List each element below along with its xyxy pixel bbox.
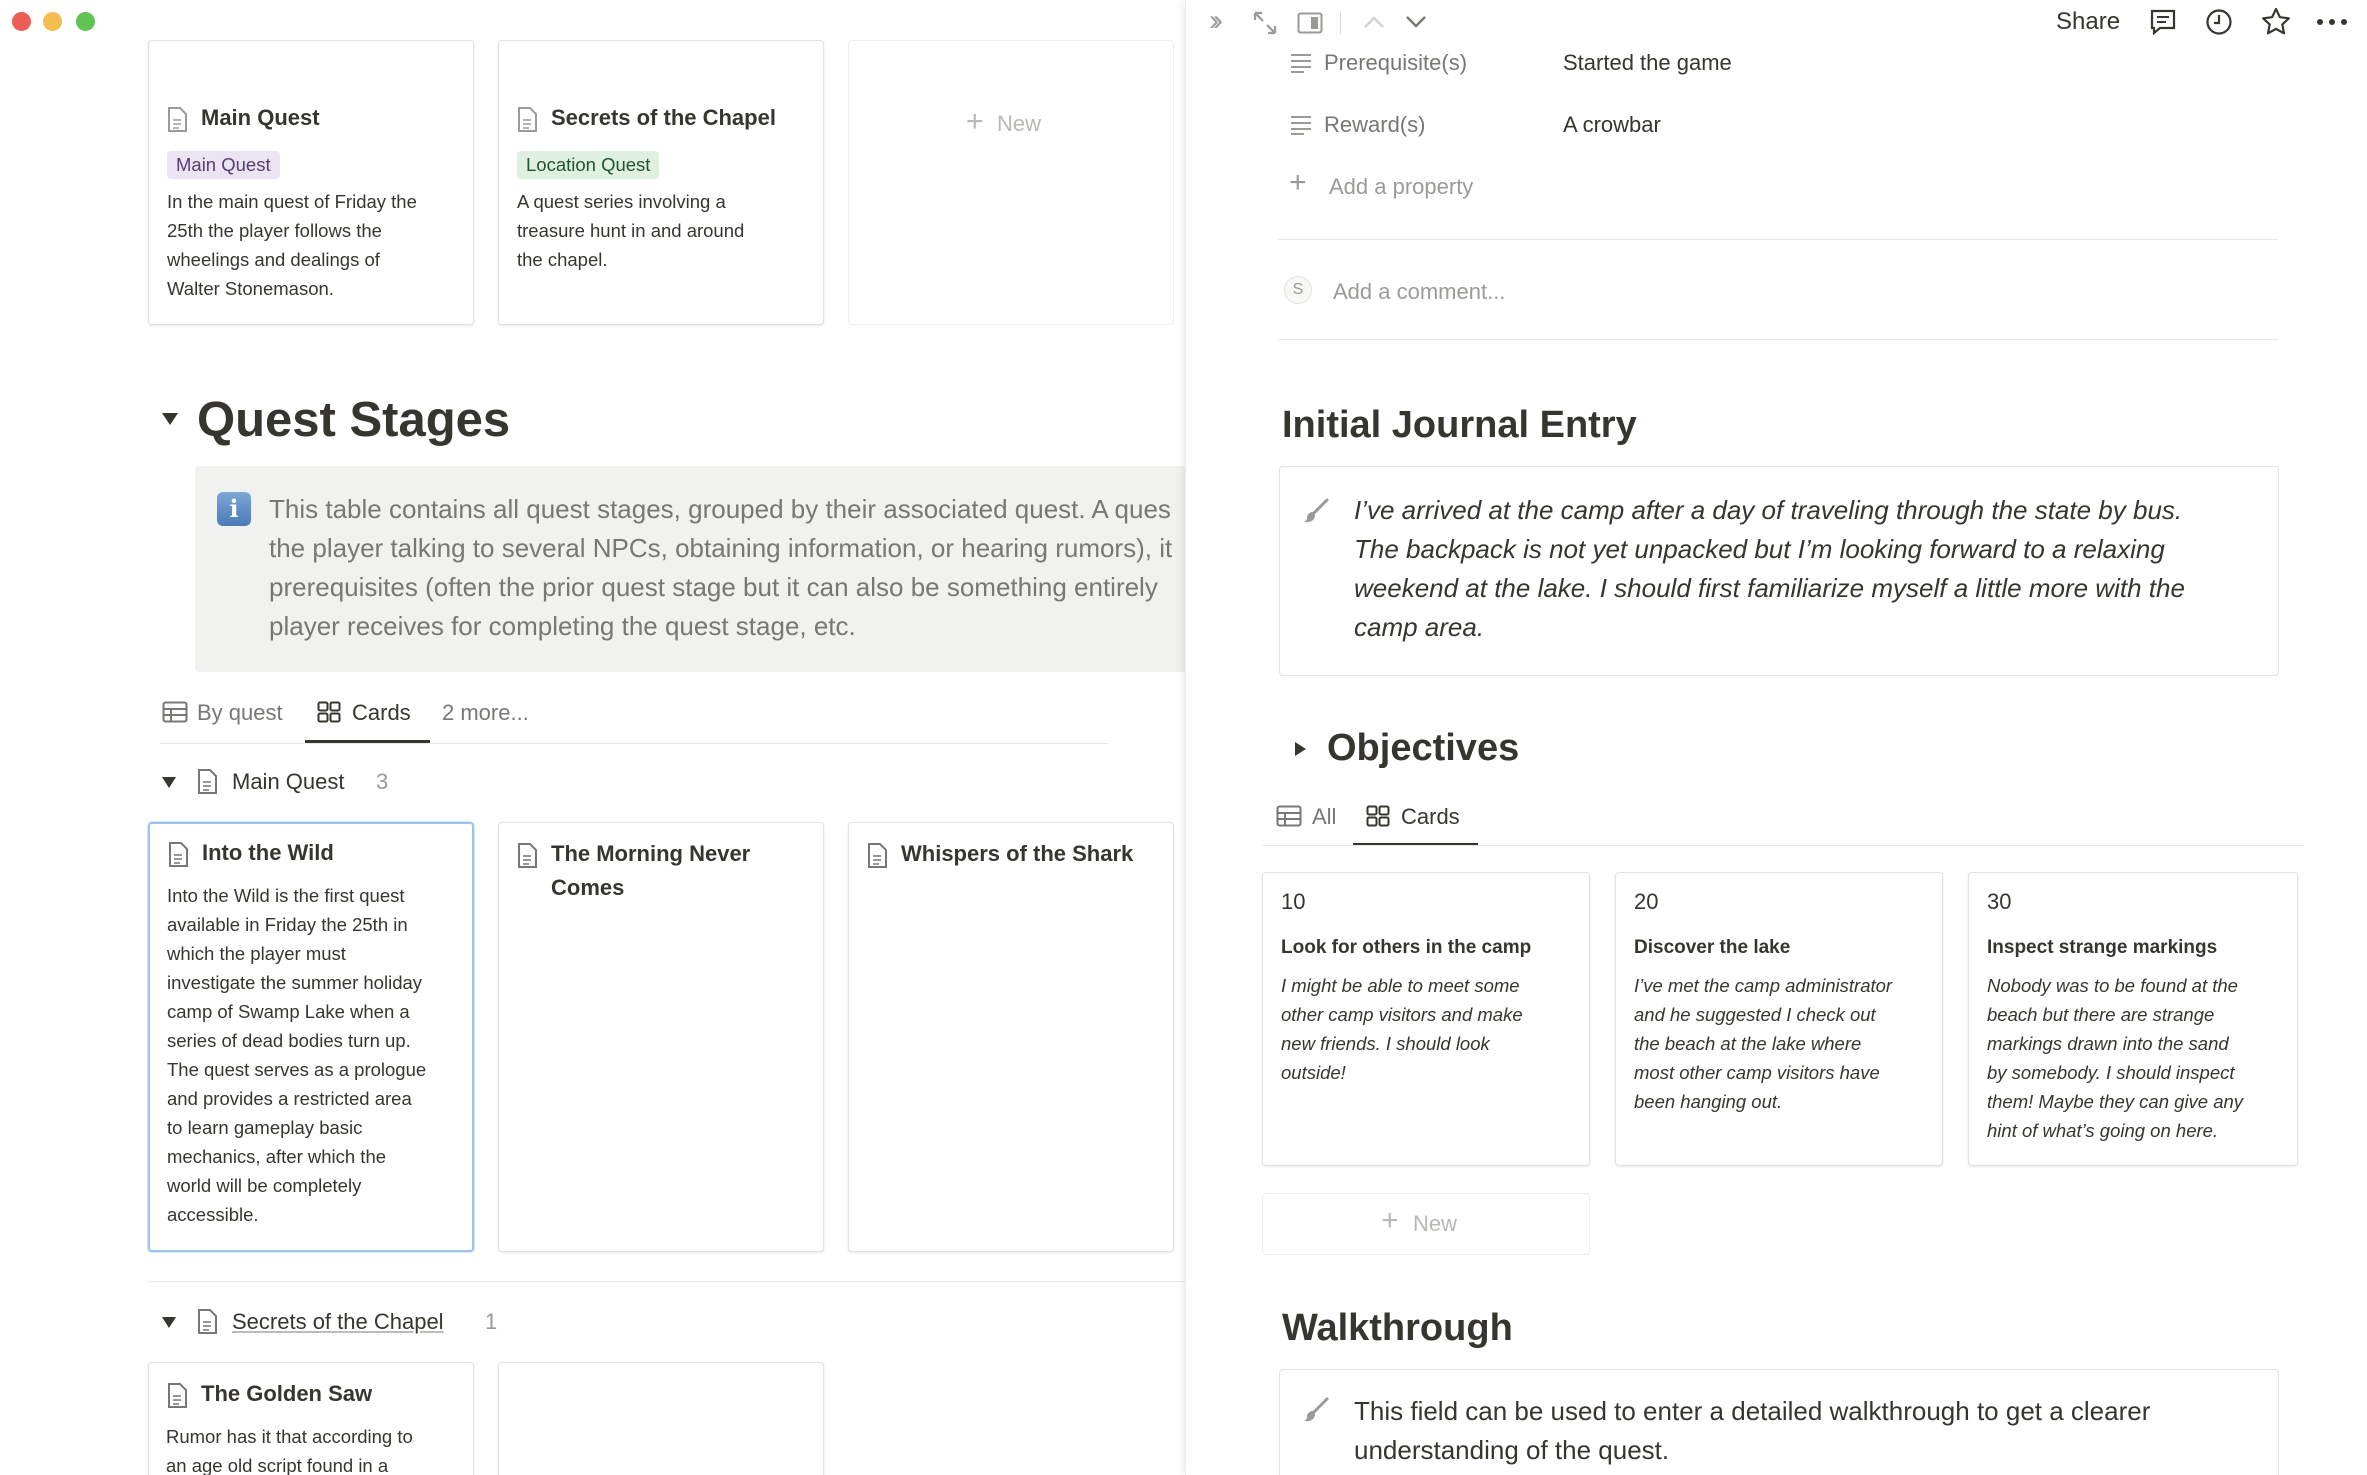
history-clock-icon[interactable] bbox=[2204, 7, 2234, 37]
objective-card[interactable] bbox=[1615, 872, 1943, 1166]
tab-all[interactable]: All bbox=[1312, 804, 1337, 829]
group-divider bbox=[148, 1281, 1190, 1282]
stage-card[interactable] bbox=[498, 1362, 824, 1475]
property-value[interactable]: Started the game bbox=[1563, 50, 1732, 75]
new-card-button[interactable] bbox=[848, 40, 1174, 325]
tab-by-quest[interactable]: By quest bbox=[197, 700, 283, 725]
stage-card[interactable] bbox=[148, 822, 474, 1252]
objectives-tabs-divider bbox=[1262, 845, 2304, 846]
card-description: In the main quest of Friday the 25th the player follows the wheelings and dealings of Walter Stonemason. bbox=[167, 191, 417, 299]
plus-icon: + bbox=[1289, 166, 1307, 199]
journal-text: I’ve arrived at the camp after a day of traveling through the state by bus. The backpack is not yet unpacked but I’m looking forward to a relaxing weekend at the lake. I should first familiarize myself a little more with the camp area. bbox=[1354, 495, 2185, 642]
group-count: 3 bbox=[376, 769, 389, 794]
brush-icon bbox=[1302, 1396, 1330, 1424]
objective-card[interactable] bbox=[1968, 872, 2298, 1166]
close-peek-icon[interactable]: ›› bbox=[1209, 4, 1217, 37]
page-icon bbox=[167, 842, 189, 868]
share-button[interactable]: Share bbox=[2056, 8, 2121, 35]
quest-type-tag: Main Quest bbox=[167, 151, 280, 179]
page-icon bbox=[196, 769, 218, 795]
property-label[interactable]: Reward(s) bbox=[1324, 112, 1426, 137]
group-name[interactable]: Secrets of the Chapel bbox=[232, 1309, 444, 1334]
plus-icon: + bbox=[966, 105, 984, 138]
page-icon bbox=[516, 107, 538, 133]
new-objective-label: New bbox=[1413, 1211, 1458, 1236]
quest-type-tag: Location Quest bbox=[517, 151, 659, 179]
gallery-icon bbox=[1366, 805, 1390, 827]
page-icon bbox=[516, 843, 538, 869]
brush-icon bbox=[1302, 497, 1330, 525]
text-property-icon bbox=[1289, 52, 1313, 74]
property-label[interactable]: Prerequisite(s) bbox=[1324, 50, 1468, 75]
favorite-star-icon[interactable] bbox=[2260, 6, 2292, 38]
tabs-divider bbox=[160, 743, 1108, 744]
stage-card[interactable] bbox=[498, 822, 824, 1252]
chevron-up-icon[interactable] bbox=[1362, 13, 1386, 31]
new-objective-button[interactable] bbox=[1262, 1193, 1590, 1255]
card-title: The Golden Saw bbox=[201, 1381, 373, 1406]
callout-text: This table contains all quest stages, grouped by their associated quest. A ques the player talking to several NPCs, obtaining information, or hearing rumors), it prerequisites (often the prior quest stage but it can also be something entirely player receives for completing the quest stage, etc. bbox=[269, 494, 1173, 641]
journal-heading: Initial Journal Entry bbox=[1282, 404, 1637, 446]
tab-more-views[interactable]: 2 more... bbox=[442, 700, 529, 725]
plus-icon: + bbox=[1381, 1204, 1399, 1237]
objectives-heading: Objectives bbox=[1327, 727, 1520, 769]
more-options-icon[interactable] bbox=[2316, 17, 2348, 27]
toggle-triangle-icon[interactable] bbox=[160, 410, 180, 428]
journal-callout bbox=[1279, 466, 2279, 676]
group-count: 1 bbox=[485, 1309, 498, 1334]
card-description: Into the Wild is the first quest available in Friday the 25th in which the player must investigate the summer holiday camp of Swamp Lake when a series of dead bodies turn up. The quest serves as a prologue and provides a restricted area to learn gameplay basic mechanics, after which the world will be completely accessible. bbox=[167, 885, 427, 1225]
table-icon bbox=[1276, 805, 1302, 827]
group-toggle-icon[interactable] bbox=[160, 774, 178, 790]
card-title: Main Quest bbox=[201, 105, 320, 130]
objective-title: Inspect strange markings bbox=[1987, 937, 2218, 958]
add-property-button[interactable]: Add a property bbox=[1329, 174, 1474, 199]
window-maximize-button[interactable] bbox=[76, 12, 95, 31]
objective-title: Discover the lake bbox=[1634, 937, 1791, 958]
objective-description: I might be able to meet some other camp visitors and make new friends. I should look outside! bbox=[1281, 975, 1523, 1083]
tab-cards[interactable]: Cards bbox=[352, 700, 411, 725]
walkthrough-heading: Walkthrough bbox=[1282, 1307, 1513, 1349]
objective-card[interactable] bbox=[1262, 872, 1590, 1166]
card-description: Rumor has it that according to an age old script found in a bbox=[166, 1426, 413, 1475]
card-title: Whispers of the Shark bbox=[901, 841, 1134, 866]
gallery-icon bbox=[317, 701, 341, 723]
objective-number: 20 bbox=[1634, 889, 1659, 914]
quest-card[interactable] bbox=[498, 40, 824, 325]
card-title: The Morning Never Comes bbox=[551, 841, 751, 900]
objective-description: Nobody was to be found at the beach but there are strange markings drawn into the sand by somebody. I should inspect them! Maybe they can give any hint of what’s going on here. bbox=[1987, 975, 2244, 1141]
card-title: Into the Wild bbox=[202, 840, 334, 865]
stage-card[interactable] bbox=[848, 822, 1174, 1252]
side-peek-panel bbox=[1185, 0, 2367, 1475]
info-icon: i bbox=[217, 492, 251, 526]
page-icon bbox=[196, 1309, 218, 1335]
stage-card[interactable] bbox=[148, 1362, 474, 1475]
info-callout bbox=[195, 466, 1195, 672]
new-card-label: New bbox=[997, 111, 1042, 136]
peek-mode-icon[interactable] bbox=[1297, 12, 1323, 34]
section-heading: Quest Stages bbox=[197, 393, 511, 447]
page-icon bbox=[166, 1383, 188, 1409]
comments-icon[interactable] bbox=[2148, 7, 2178, 37]
card-title: Secrets of the Chapel bbox=[551, 105, 776, 130]
card-description: A quest series involving a treasure hunt in and around the chapel. bbox=[517, 191, 745, 270]
quest-card[interactable] bbox=[148, 40, 474, 325]
group-toggle-icon[interactable] bbox=[160, 1314, 178, 1330]
expand-icon[interactable] bbox=[1252, 10, 1278, 36]
window-minimize-button[interactable] bbox=[43, 12, 62, 31]
comments-divider bbox=[1278, 339, 2278, 340]
chevron-down-icon[interactable] bbox=[1404, 13, 1428, 31]
objective-number: 10 bbox=[1281, 889, 1306, 914]
avatar: S bbox=[1284, 276, 1312, 304]
page-icon bbox=[166, 107, 188, 133]
comment-input[interactable]: Add a comment... bbox=[1333, 279, 1506, 304]
group-name[interactable]: Main Quest bbox=[232, 769, 345, 794]
table-icon bbox=[162, 701, 188, 723]
objective-number: 30 bbox=[1987, 889, 2012, 914]
text-property-icon bbox=[1289, 114, 1313, 136]
properties-divider bbox=[1278, 239, 2278, 240]
objective-title: Look for others in the camp bbox=[1281, 937, 1532, 958]
page-icon bbox=[866, 843, 888, 869]
toggle-triangle-icon[interactable] bbox=[1292, 740, 1308, 758]
window-close-button[interactable] bbox=[12, 12, 31, 31]
walkthrough-text: This field can be used to enter a detailed walkthrough to get a clearer understanding of the quest. bbox=[1354, 1396, 2151, 1465]
objective-description: I’ve met the camp administrator and he suggested I check out the beach at the lake where most other camp visitors have been hanging out. bbox=[1634, 975, 1893, 1112]
property-value[interactable]: A crowbar bbox=[1563, 112, 1661, 137]
walkthrough-callout bbox=[1279, 1369, 2279, 1475]
toolbar-divider bbox=[1340, 12, 1341, 34]
tab-cards[interactable]: Cards bbox=[1401, 804, 1460, 829]
